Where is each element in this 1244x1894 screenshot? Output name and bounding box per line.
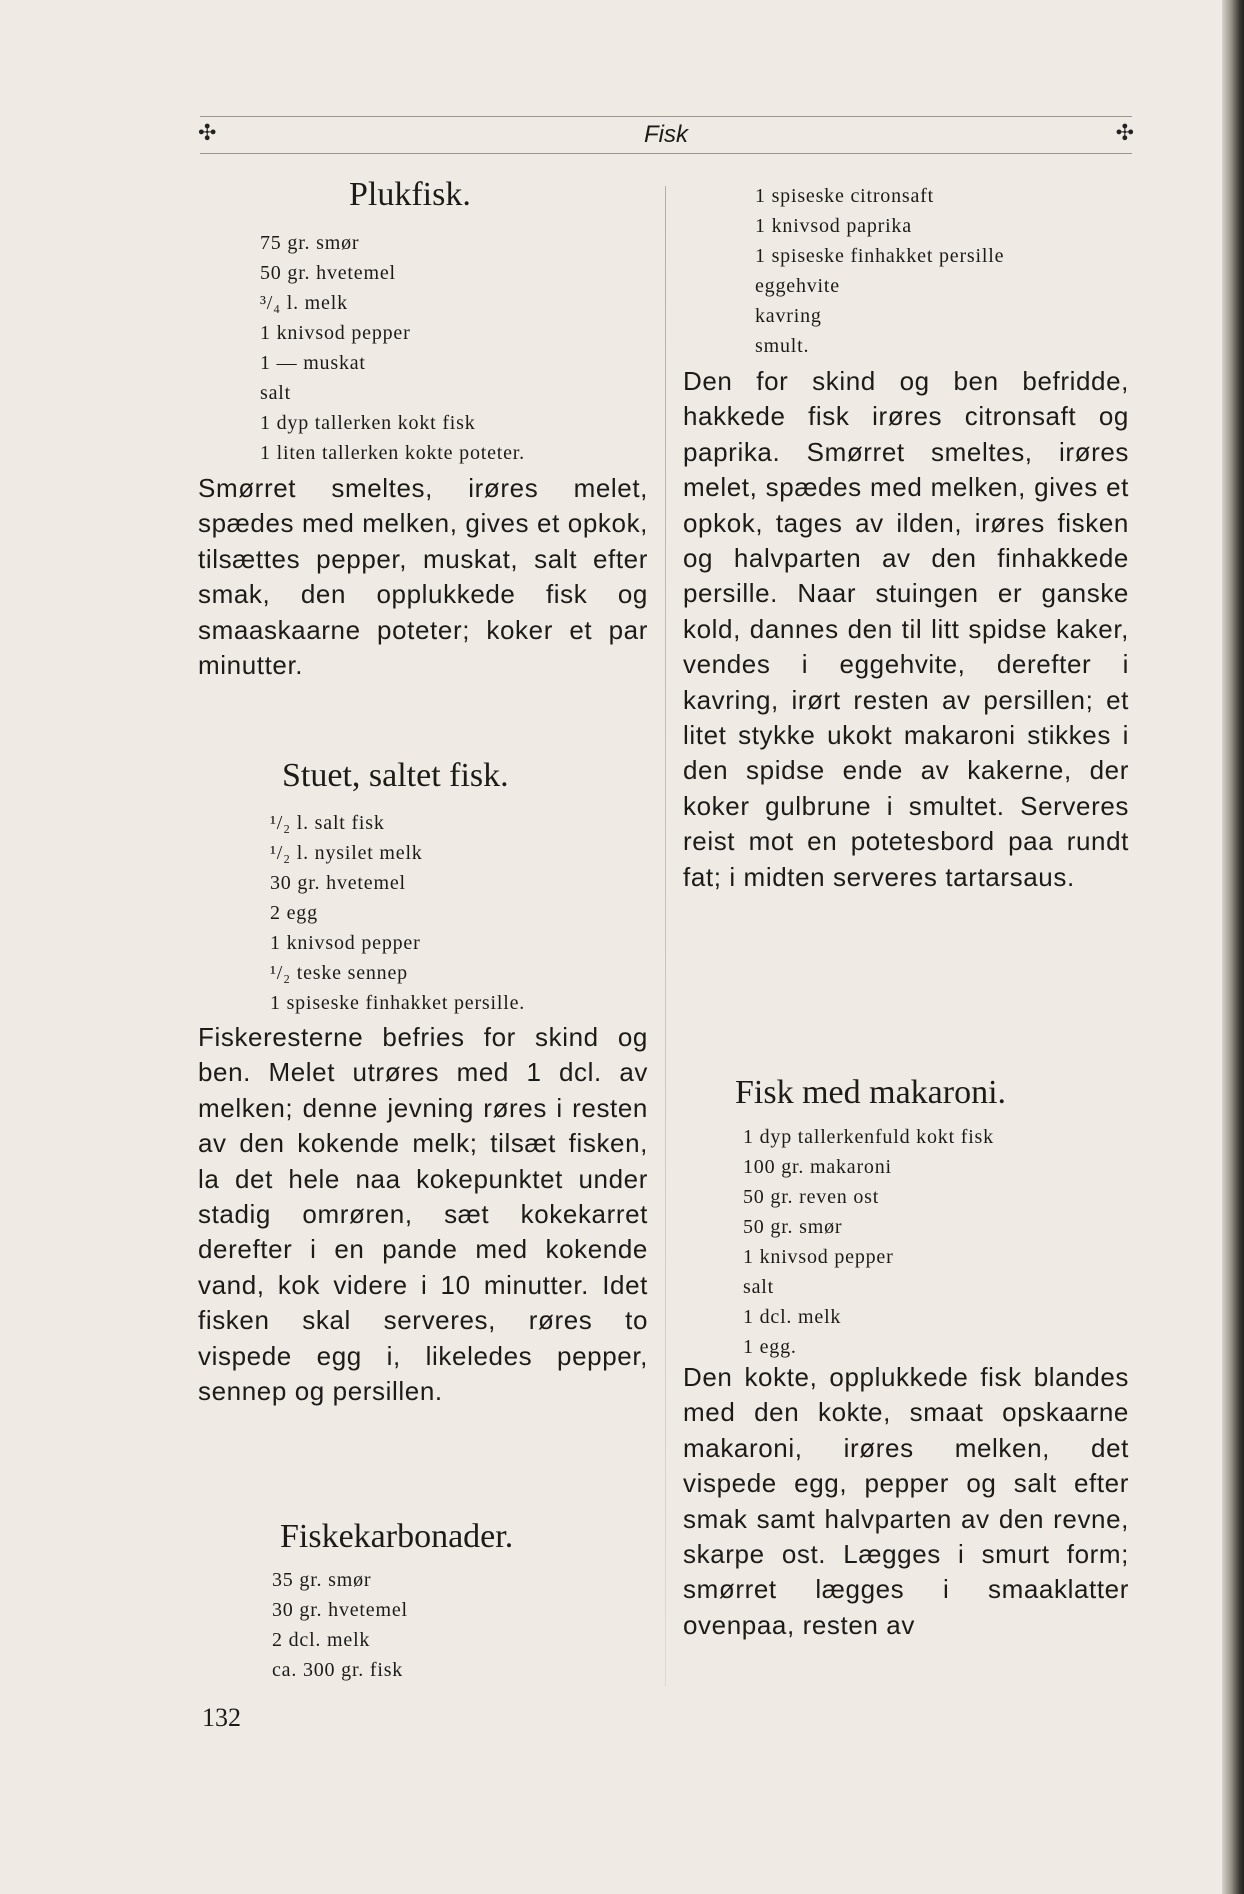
ingredient-item: eggehvite: [755, 275, 840, 297]
ingredient-item: 50 gr. smør: [743, 1216, 843, 1238]
ingredient-item: 35 gr. smør: [272, 1569, 372, 1591]
page-number: 132: [202, 1703, 241, 1732]
ingredient-item: 1 spiseske finhakket persille: [755, 245, 1005, 267]
ingredients-fiskekarbonader-right: [755, 181, 1004, 361]
ingredient-item: salt: [743, 1276, 774, 1298]
ingredient-item: 100 gr. makaroni: [743, 1156, 892, 1178]
ingredient-item: 1 knivsod paprika: [755, 215, 912, 237]
recipe-text-plukfisk: Smørret smeltes, irøres melet, spædes med melken, gives et opkok, tilsættes pepper, muskat, salt efter smak, den opplukkede fisk og smaaskaarne poteter; koker et par minutter.: [198, 473, 648, 681]
column-divider: [665, 186, 666, 1686]
ingredients-makaroni: [743, 1122, 994, 1362]
ingredient-item: 1 knivsod pepper: [743, 1246, 894, 1268]
ingredient-item: ca. 300 gr. fisk: [272, 1659, 404, 1681]
recipe-text-makaroni: Den kokte, opplukkede fisk blandes med den kokte, smaat opskaarne makaroni, irøres melken, det vispede egg, pepper og salt efter smak samt halvparten av den revne, skarpe ost. Lægges i smurt form; smørret lægges i smaaklatter ovenpaa, resten av: [683, 1362, 1129, 1640]
recipe-text-fiskekarbonader: Den for skind og ben befridde, hakkede fisk irøres citronsaft og paprika. Smørret smeltes, irøres melet, spædes med melken, gives et opkok, tages av ilden, irøres fisken og halvparten av den finhakkede persille. Naar stuingen er ganske kold, dannes den til litt spidse kaker, vendes i eggehvite, derefter i kavring, irørt resten av persillen; et litet stykke ukokt makaroni stikkes i den spidse ende av kakerne, der koker gulbrune i smultet. Serveres reist mot en potetesbord paa rundt fat; i midten serveres tartarsaus.: [683, 366, 1129, 892]
ingredient-item: 50 gr. hvetemel: [260, 262, 396, 284]
running-header: [200, 116, 1132, 154]
header-title: Fisk: [644, 121, 688, 148]
ingredient-item: 1 knivsod pepper: [260, 322, 411, 344]
ingredient-item: 1 liten tallerken kokte poteter.: [260, 442, 525, 464]
ingredient-item: 75 gr. smør: [260, 232, 360, 254]
ingredient-item: 1 dyp tallerken kokt fisk: [260, 412, 476, 434]
ingredient-item: kavring: [755, 305, 822, 327]
ingredient-item: 2 egg: [270, 902, 318, 924]
ingredient-item: 1 spiseske finhakket persille.: [270, 992, 526, 1014]
ornament-right-icon: ✣: [1115, 121, 1134, 146]
ingredient-item: ¹/₂ teske sennep: [270, 962, 408, 984]
ingredient-item: 50 gr. reven ost: [743, 1186, 880, 1208]
ingredient-item: 2 dcl. melk: [272, 1629, 371, 1651]
ingredients-plukfisk: [260, 228, 525, 468]
ingredient-item: smult.: [755, 335, 810, 357]
recipe-title-plukfisk: Plukfisk.: [349, 176, 471, 213]
recipe-title-stuet: Stuet, saltet fisk.: [282, 757, 509, 794]
ingredient-item: 1 spiseske citronsaft: [755, 185, 934, 207]
ingredient-item: 30 gr. hvetemel: [270, 872, 406, 894]
ingredient-item: ¹/₂ l. nysilet melk: [270, 842, 423, 864]
ingredient-item: ³/₄ l. melk: [260, 292, 348, 314]
ingredient-item: 1 — muskat: [260, 352, 366, 374]
ingredient-item: 1 knivsod pepper: [270, 932, 421, 954]
ingredient-item: 1 dcl. melk: [743, 1306, 842, 1328]
ingredient-item: 30 gr. hvetemel: [272, 1599, 408, 1621]
recipe-title-fiskekarbonader: Fiskekarbonader.: [280, 1518, 514, 1555]
recipe-title-makaroni: Fisk med makaroni.: [735, 1074, 1007, 1111]
recipe-text-stuet: Fiskeresterne befries for skind og ben. Melet utrøres med 1 dcl. av melken; denne jevning røres i resten av den kokende melk; tilsæt fisken, la det hele naa kokepunktet under stadig omrøren, sæt kokekarret derefter i en pande med kokende vand, kok videre i 10 minutter. Idet fisken skal serveres, røres to vispede egg i, likeledes pepper, sennep og persillen.: [198, 1022, 648, 1407]
ingredients-stuet: [270, 808, 525, 1018]
book-binding-edge: [1222, 0, 1244, 1894]
ingredient-item: salt: [260, 382, 291, 404]
ingredient-item: ¹/₂ l. salt fisk: [270, 812, 385, 834]
ingredient-item: 1 egg.: [743, 1336, 797, 1358]
ingredient-item: 1 dyp tallerkenfuld kokt fisk: [743, 1126, 994, 1148]
ornament-left-icon: ✣: [198, 121, 217, 146]
ingredients-fiskekarbonader-left: [272, 1565, 408, 1685]
